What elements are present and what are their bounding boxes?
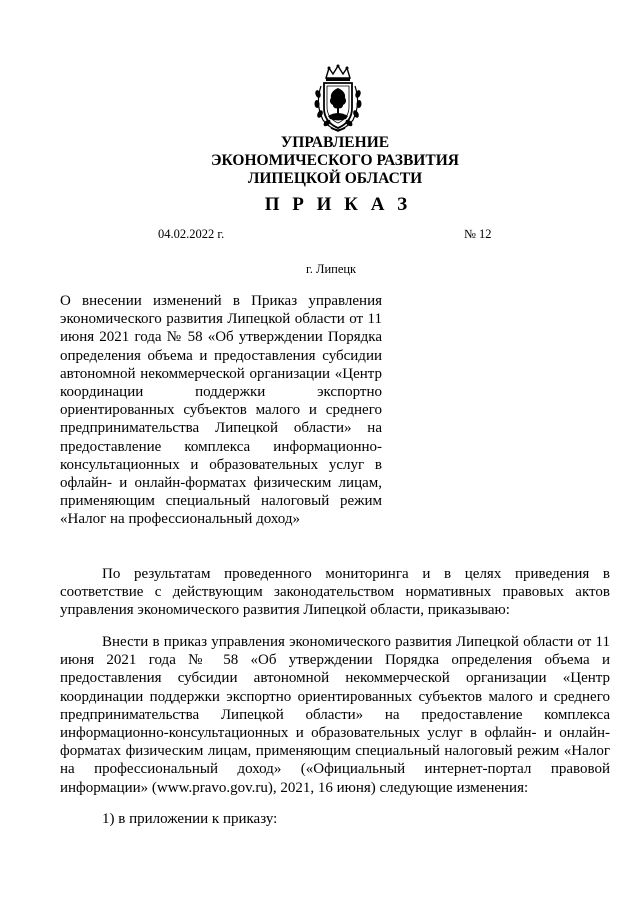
agency-name-line-2: ЭКОНОМИЧЕСКОГО РАЗВИТИЯ	[211, 152, 459, 169]
agency-name	[0, 134, 640, 188]
body-paragraph-3: 1) в приложении к приказу:	[102, 811, 278, 827]
document-number: № 12	[464, 227, 492, 241]
body-paragraph-2: Внести в приказ управления экономического развития Липецкой области от 11 июня 2021 года № 58 «Об утверждении Порядка определения объема и предоставления субсидии автономной некоммерческой организации «Центр координации поддержки экспортно ориентированных субъектов малого и среднего предпринимательства Липецкой области» на предоставление комплекса информационно-консультационных и образовательных услуг в офлайн- и онлайн-форматах физическим лицам, применяющим специальный налоговый режим «Налог на профессиональный доход» («Официальный интернет-портал правовой информации» (www.pravo.gov.ru), 2021, 16 июня) следующие изменения:	[60, 634, 610, 796]
document-type-heading: П Р И К А З	[264, 194, 412, 215]
body-paragraph-1: По результатам проведенного мониторинга и в целях приведения в соответствие с действующим законодательством нормативных правовых актов управления экономического развития Липецкой области, приказываю:	[60, 566, 610, 619]
document-city: г. Липецк	[306, 262, 357, 276]
document-subject: О внесении изменений в Приказ управления экономического развития Липецкой области от 11 июня 2021 года № 58 «Об утверждении Порядка определения объема и предоставления субсидии автономной некоммерческой организации «Центр координации поддержки экспортно ориентированных субъектов малого и среднего предпринимательства Липецкой области» на предоставление комплекса информационно-консультационных и образовательных услуг в офлайн- и онлайн-форматах физическим лицам, применяющим специальный налоговый режим «Налог на профессиональный доход»	[60, 293, 382, 528]
agency-name-line-1: УПРАВЛЕНИЕ	[280, 134, 390, 151]
coat-of-arms-icon	[309, 64, 367, 132]
agency-name-line-3: ЛИПЕЦКОЙ ОБЛАСТИ	[247, 170, 423, 187]
document-date: 04.02.2022 г.	[158, 227, 225, 241]
